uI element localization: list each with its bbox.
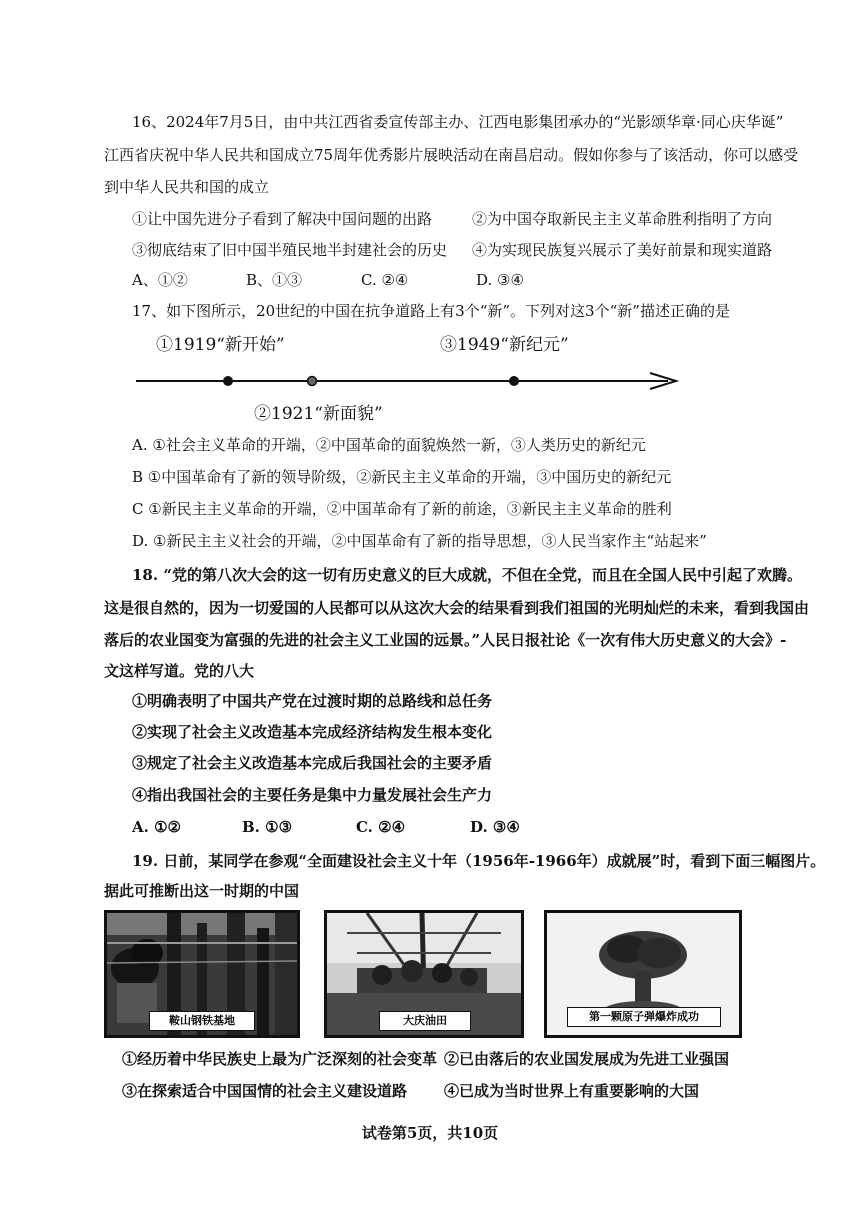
q18-stem-line4: 文这样写道。党的八大 (104, 662, 255, 680)
photo-caption-daqing: 大庆油田 (379, 1011, 471, 1031)
photo-daqing-oilfield (324, 910, 524, 1038)
timeline-label-1921: ②1921“新面貌” (254, 404, 383, 424)
q18-option-a[interactable]: A. ①② (132, 818, 181, 836)
photo-anshan-steel (104, 910, 300, 1038)
q16-stem-line2: 江西省庆祝中华人民共和国成立75周年优秀影片展映活动在南昌启动。假如你参与了该活动，你可以感受 (104, 146, 799, 164)
timeline-label-1949: ③1949“新纪元” (440, 335, 569, 355)
timeline-point-1949 (509, 376, 519, 386)
q18-item-3: ③规定了社会主义改造基本完成后我国社会的主要矛盾 (132, 754, 493, 772)
photo-caption-atomic-bomb: 第一颗原子弹爆炸成功 (567, 1007, 721, 1027)
q17-option-d[interactable]: D. ①新民主主义社会的开端，②中国革命有了新的指导思想，③人民当家作主“站起来” (132, 532, 707, 550)
timeline-point-1919 (223, 376, 233, 386)
q16-option-d[interactable]: D. ③④ (476, 271, 524, 289)
q19-item-1: ①经历着中华民族史上最为广泛深刻的社会变革 (122, 1050, 438, 1068)
q18-item-1: ①明确表明了中国共产党在过渡时期的总路线和总任务 (132, 692, 493, 710)
q19-item-2: ②已由落后的农业国发展成为先进工业强国 (444, 1050, 730, 1068)
q18-stem-line2: 这是很自然的，因为一切爱国的人民都可以从这次大会的结果看到我们祖国的光明灿烂的未来，看到我国由 (104, 599, 810, 617)
q16-option-a[interactable]: A、①② (132, 271, 188, 289)
q19-item-4: ④已成为当时世界上有重要影响的大国 (444, 1082, 700, 1100)
q16-option-c[interactable]: C. ②④ (361, 271, 409, 289)
photo-first-atomic-bomb (544, 910, 742, 1038)
photo-caption-anshan: 鞍山钢铁基地 (149, 1011, 255, 1031)
page-footer: 试卷第5页，共10页 (361, 1124, 499, 1142)
q18-option-b[interactable]: B. ①③ (242, 818, 293, 836)
q19-stem-line1: 19. 日前，某同学在参观“全面建设社会主义十年（1956年-1966年）成就展”时，看到下面三幅图片。 (132, 852, 826, 870)
q18-stem-line3: 落后的农业国变为富强的先进的社会主义工业国的远景。”人民日报社论《一次有伟大历史意义的大会》- (104, 631, 787, 649)
timeline-point-1921 (308, 377, 317, 386)
q16-item-2: ②为中国夺取新民主主义革命胜利指明了方向 (472, 210, 773, 228)
q16-item-1: ①让中国先进分子看到了解决中国问题的出路 (132, 210, 433, 228)
q18-option-d[interactable]: D. ③④ (470, 818, 520, 836)
q18-item-2: ②实现了社会主义改造基本完成经济结构发生根本变化 (132, 723, 493, 741)
q18-option-c[interactable]: C. ②④ (356, 818, 406, 836)
q18-item-4: ④指出我国社会的主要任务是集中力量发展社会生产力 (132, 786, 493, 804)
q16-stem-line3: 到中华人民共和国的成立 (104, 178, 270, 196)
q17-option-c[interactable]: C ①新民主主义革命的开端，②中国革命有了新的前途，③新民主主义革命的胜利 (132, 500, 672, 518)
timeline-label-1919: ①1919“新开始” (156, 335, 285, 355)
q16-item-3: ③彻底结束了旧中国半殖民地半封建社会的历史 (132, 241, 448, 259)
q16-option-b[interactable]: B、①③ (246, 271, 303, 289)
q16-item-4: ④为实现民族复兴展示了美好前景和现实道路 (472, 241, 773, 259)
q17-option-a[interactable]: A. ①社会主义革命的开端，②中国革命的面貌焕然一新，③人类历史的新纪元 (132, 436, 646, 454)
q19-item-3: ③在探索适合中国国情的社会主义建设道路 (122, 1082, 408, 1100)
q16-stem-line1: 16、2024年7月5日，由中共江西省委宣传部主办、江西电影集团承办的“光影颂华章·同心庆华诞” (132, 113, 784, 131)
timeline-diagram (130, 368, 690, 396)
q17-option-b[interactable]: B ①中国革命有了新的领导阶级，②新民主主义革命的开端，③中国历史的新纪元 (132, 468, 672, 486)
q19-stem-line2: 据此可推断出这一时期的中国 (104, 882, 300, 900)
q18-stem-line1: 18. “党的第八次大会的这一切有历史意义的巨大成就，不但在全党，而且在全国人民中引起了欢腾。 (132, 566, 802, 584)
q17-stem: 17、如下图所示，20世纪的中国在抗争道路上有3个“新”。下列对这3个“新”描述正确的是 (132, 302, 730, 320)
